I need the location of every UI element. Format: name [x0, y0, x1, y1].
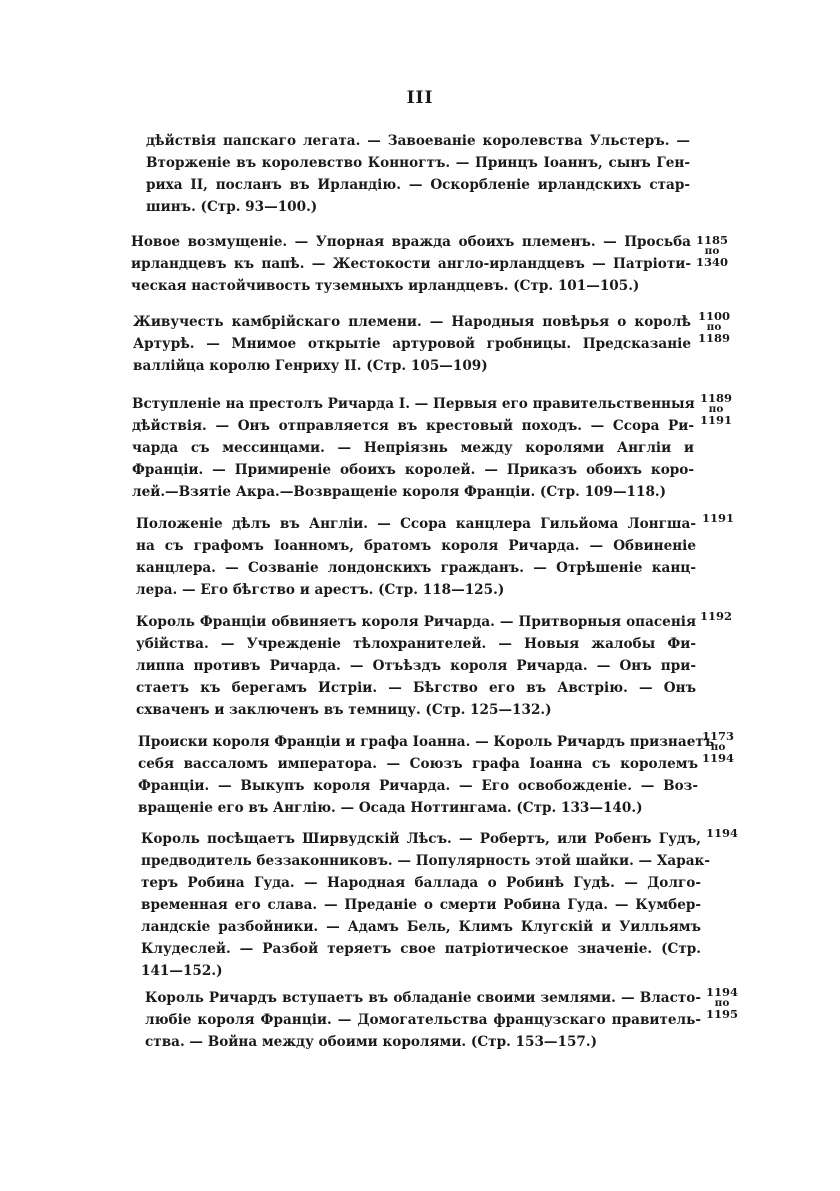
- entry-line: лей.—Взятіе Акра.—Возвращеніе короля Франціи. (Стр. 109—118.): [132, 484, 667, 500]
- entry-line: Вторженіе въ королевство Конногтъ. — Принцъ Іоаннъ, сынъ Ген-: [146, 155, 690, 171]
- date-from: 1100: [697, 309, 730, 323]
- entry-dates: [702, 828, 742, 839]
- entry-line: дѣйствія папскаго легата. — Завоеваніе королевства Ульстеръ. —: [146, 133, 690, 149]
- entry-line: стаетъ къ берегамъ Истріи. — Бѣгство его въ Австрію. — Онъ: [136, 680, 696, 696]
- date-from: 1194: [705, 985, 738, 999]
- entry-line: себя вассаломъ императора. — Союзъ графа Іоанна съ королемъ: [138, 756, 698, 772]
- date-from: 1189: [699, 391, 732, 405]
- date-to: 1195: [705, 1007, 738, 1021]
- date-from: 1191: [701, 511, 734, 525]
- entry-line: Король посѣщаетъ Ширвудскій Лѣсъ. — Робертъ, или Робенъ Гудъ,: [141, 831, 701, 847]
- entry-text: [133, 311, 691, 377]
- entry-line: любіе короля Франціи. — Домогательства французскаго правитель-: [145, 1012, 701, 1028]
- date-po: по: [710, 741, 726, 753]
- entry-line: 141—152.): [141, 963, 223, 979]
- entry-line: Король Франціи обвиняетъ короля Ричарда. — Притворныя опасенія: [136, 614, 696, 630]
- entry-dates: [698, 513, 738, 524]
- entry-text: [136, 513, 696, 601]
- entry-line: схваченъ и заключенъ въ темницу. (Стр. 125—132.): [136, 702, 552, 718]
- date-po: по: [704, 245, 720, 257]
- date-to: 1340: [695, 255, 728, 269]
- entry-dates: [692, 235, 732, 268]
- entry-line: валлійца королю Генриху II. (Стр. 105—109): [133, 358, 488, 374]
- entry-line: Король Ричардъ вступаетъ въ обладаніе своими землями. — Власто-: [145, 990, 701, 1006]
- entry-dates: [696, 393, 736, 426]
- date-from: 1192: [699, 609, 732, 623]
- entry-line: чарда съ мессинцами. — Непріязнь между королями Англіи и: [132, 440, 694, 456]
- date-po: по: [708, 403, 724, 415]
- entry-line: канцлера. — Созваніе лондонскихъ гражданъ. — Отрѣшеніе канц-: [136, 560, 696, 576]
- entry-line: Франціи. — Примиреніе обоихъ королей. — Приказъ обоихъ коро-: [132, 462, 694, 478]
- date-to: 1194: [701, 751, 734, 765]
- entry-text: [146, 130, 690, 218]
- entry-line: Новое возмущеніе. — Упорная вражда обоихъ племенъ. — Просьба: [131, 234, 691, 250]
- entry-text: [138, 731, 715, 819]
- entry-text: [131, 231, 691, 297]
- entry-line: теръ Робина Гуда. — Народная баллада о Робинѣ Гудѣ. — Долго-: [141, 875, 701, 891]
- date-from: 1185: [695, 233, 728, 247]
- entry-line: ческая настойчивость туземныхъ ирландцевъ. (Стр. 101—105.): [131, 278, 640, 294]
- entry-line: риха II, посланъ въ Ирландію. — Оскорбленіе ирландскихъ стар-: [146, 177, 690, 193]
- page-number: III: [406, 88, 434, 108]
- entry-line: Клудеслей. — Разбой теряетъ свое патріотическое значеніе. (Стр.: [141, 941, 701, 957]
- entry-line: Живучесть камбрійскаго племени. — Народныя повѣрья о королѣ: [133, 314, 691, 330]
- date-to: 1189: [697, 331, 730, 345]
- entry-line: лера. — Его бѣгство и арестъ. (Стр. 118—125.): [136, 582, 505, 598]
- entry-line: вращеніе его въ Англію. — Осада Ноттингама. (Стр. 133—140.): [138, 800, 643, 816]
- date-from: 1173: [701, 729, 734, 743]
- entry-text: [132, 393, 694, 503]
- entry-dates: [698, 731, 738, 764]
- date-to: 1191: [699, 413, 732, 427]
- entry-line: Франціи. — Выкупъ короля Ричарда. — Его освобожденіе. — Воз-: [138, 778, 698, 794]
- entry-line: ирландцевъ къ папѣ. — Жестокости англо-ирландцевъ — Патріоти-: [131, 256, 691, 272]
- entry-line: ландскіе разбойники. — Адамъ Бель, Климъ Клугскій и Уилльямъ: [141, 919, 701, 935]
- date-po: по: [706, 321, 722, 333]
- entry-line: предводитель беззаконниковъ. — Популярность этой шайки. — Харак-: [141, 853, 710, 869]
- date-po: по: [714, 997, 730, 1009]
- entry-text: [141, 828, 710, 982]
- entry-dates: [694, 311, 734, 344]
- entry-line: на съ графомъ Іоанномъ, братомъ короля Ричарда. — Обвиненіе: [136, 538, 696, 554]
- entry-text: [145, 987, 701, 1053]
- entry-line: временная его слава. — Преданіе о смерти Робина Гуда. — Кумбер-: [141, 897, 701, 913]
- entry-line: Артурѣ. — Мнимое открытіе артуровой гробницы. Предсказаніе: [133, 336, 691, 352]
- date-from: 1194: [705, 826, 738, 840]
- entry-line: шинъ. (Стр. 93—100.): [146, 199, 318, 215]
- entry-line: ства. — Война между обоими королями. (Стр. 153—157.): [145, 1034, 598, 1050]
- entry-dates: [696, 611, 736, 622]
- entry-line: липпа противъ Ричарда. — Отъѣздъ короля Ричарда. — Онъ при-: [136, 658, 696, 674]
- entry-dates: [702, 987, 742, 1020]
- entry-line: убійства. — Учрежденіе тѣлохранителей. — Новыя жалобы Фи-: [136, 636, 696, 652]
- entry-line: Происки короля Франціи и графа Іоанна. — Король Ричардъ признаетъ: [138, 734, 715, 750]
- entry-line: Вступленіе на престолъ Ричарда I. — Первыя его правительственныя: [132, 396, 695, 412]
- entry-line: Положеніе дѣлъ въ Англіи. — Ссора канцлера Гильйома Лонгша-: [136, 516, 696, 532]
- entry-text: [136, 611, 696, 721]
- entry-line: дѣйствія. — Онъ отправляется въ крестовый походъ. — Ссора Ри-: [132, 418, 694, 434]
